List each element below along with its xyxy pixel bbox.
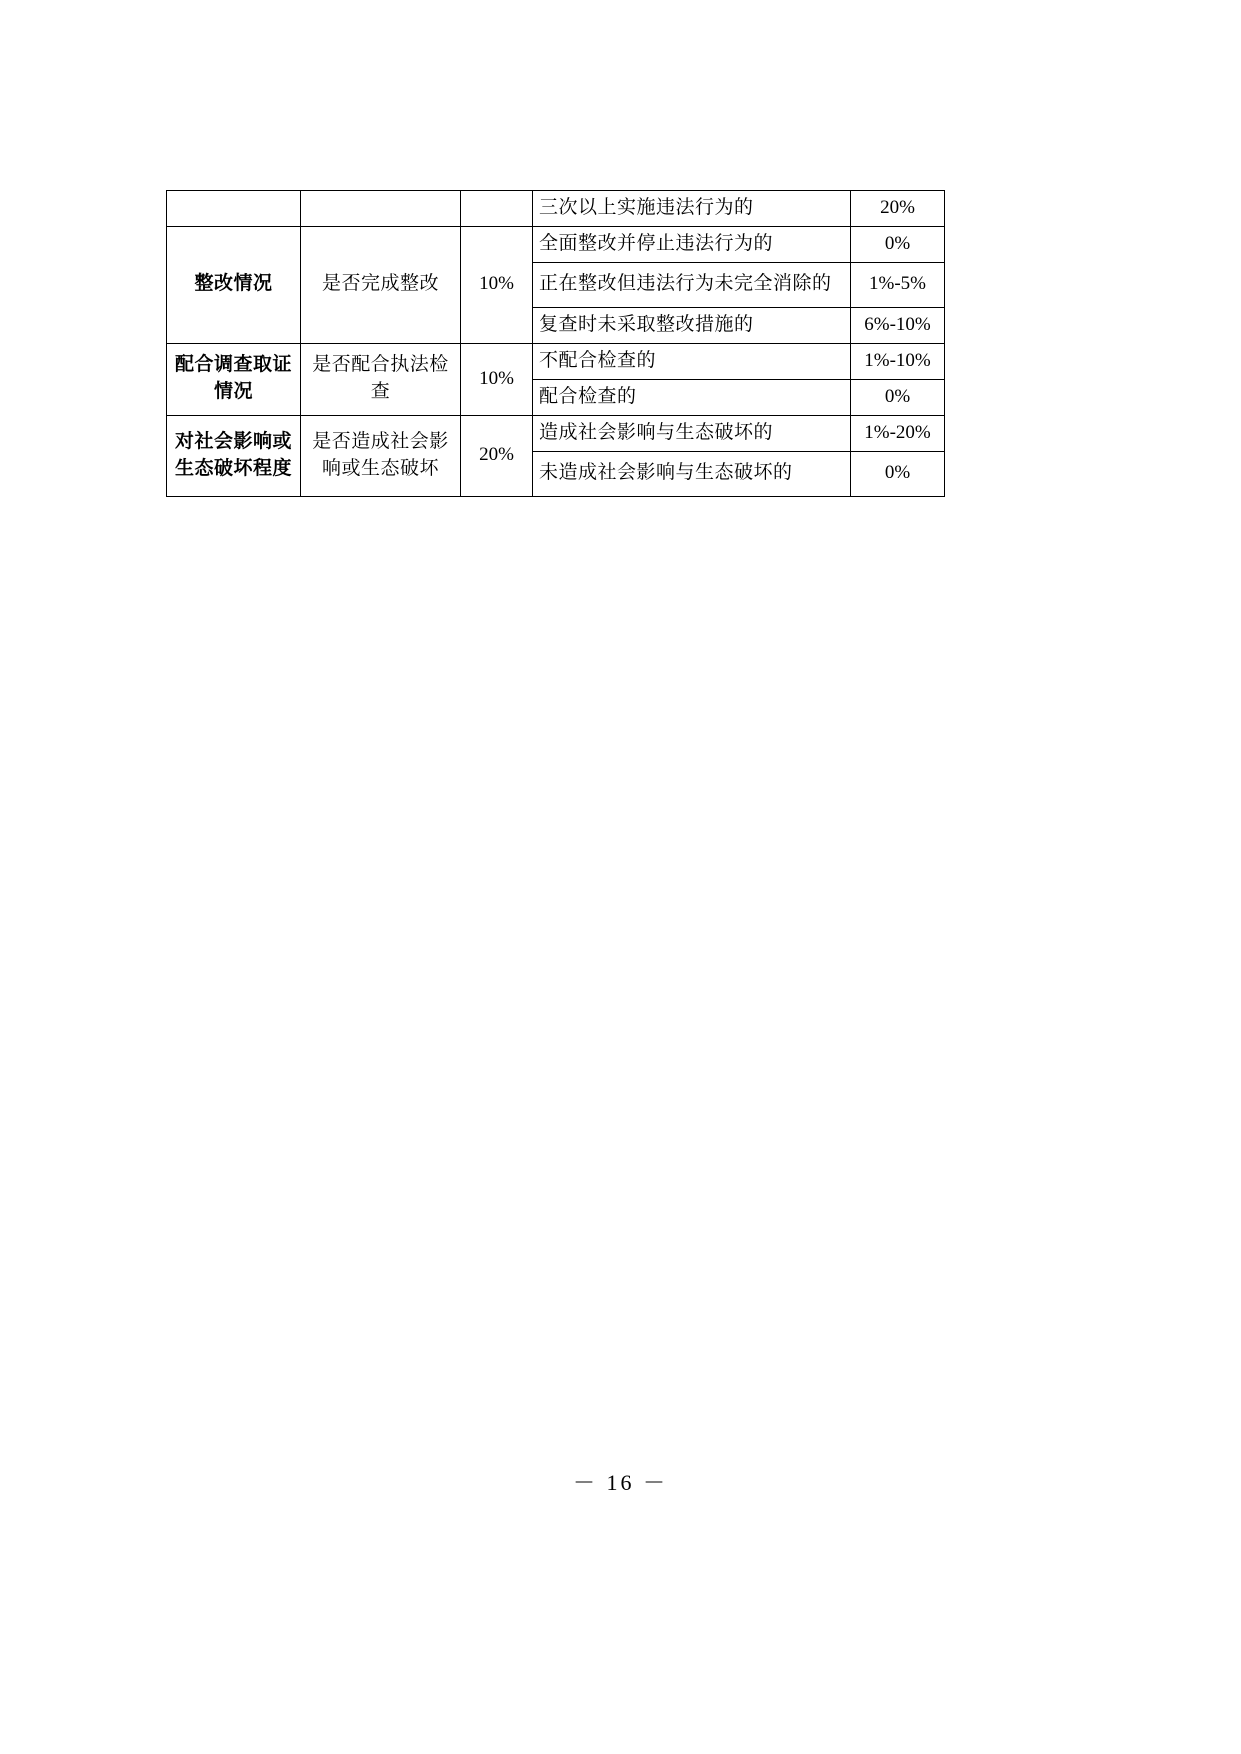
category-cell-empty — [167, 191, 301, 227]
percent-cell: 20% — [851, 191, 945, 227]
assessment-table — [166, 190, 945, 497]
description-cell: 正在整改但违法行为未完全消除的 — [533, 262, 851, 307]
table-row — [167, 226, 945, 262]
weight-cell: 10% — [461, 343, 533, 415]
criterion-cell: 是否造成社会影响或生态破坏 — [301, 415, 461, 496]
percent-cell: 0% — [851, 451, 945, 496]
category-cell: 对社会影响或生态破坏程度 — [167, 415, 301, 496]
description-cell: 不配合检查的 — [533, 343, 851, 379]
category-cell: 配合调查取证情况 — [167, 343, 301, 415]
assessment-table-container — [166, 190, 944, 497]
table-row — [167, 191, 945, 227]
percent-cell: 1%-10% — [851, 343, 945, 379]
criterion-cell: 是否配合执法检查 — [301, 343, 461, 415]
percent-cell: 0% — [851, 379, 945, 415]
percent-cell: 1%-20% — [851, 415, 945, 451]
weight-cell: 10% — [461, 226, 533, 343]
percent-cell: 0% — [851, 226, 945, 262]
table-row — [167, 415, 945, 451]
description-cell: 三次以上实施违法行为的 — [533, 191, 851, 227]
description-cell: 全面整改并停止违法行为的 — [533, 226, 851, 262]
weight-cell-empty — [461, 191, 533, 227]
table-row — [167, 343, 945, 379]
page-number: － 16 － — [572, 1470, 668, 1495]
description-cell: 造成社会影响与生态破坏的 — [533, 415, 851, 451]
description-cell: 复查时未采取整改措施的 — [533, 307, 851, 343]
weight-cell: 20% — [461, 415, 533, 496]
percent-cell: 1%-5% — [851, 262, 945, 307]
criterion-cell: 是否完成整改 — [301, 226, 461, 343]
description-cell: 未造成社会影响与生态破坏的 — [533, 451, 851, 496]
criterion-cell-empty — [301, 191, 461, 227]
percent-cell: 6%-10% — [851, 307, 945, 343]
category-cell: 整改情况 — [167, 226, 301, 343]
description-cell: 配合检查的 — [533, 379, 851, 415]
